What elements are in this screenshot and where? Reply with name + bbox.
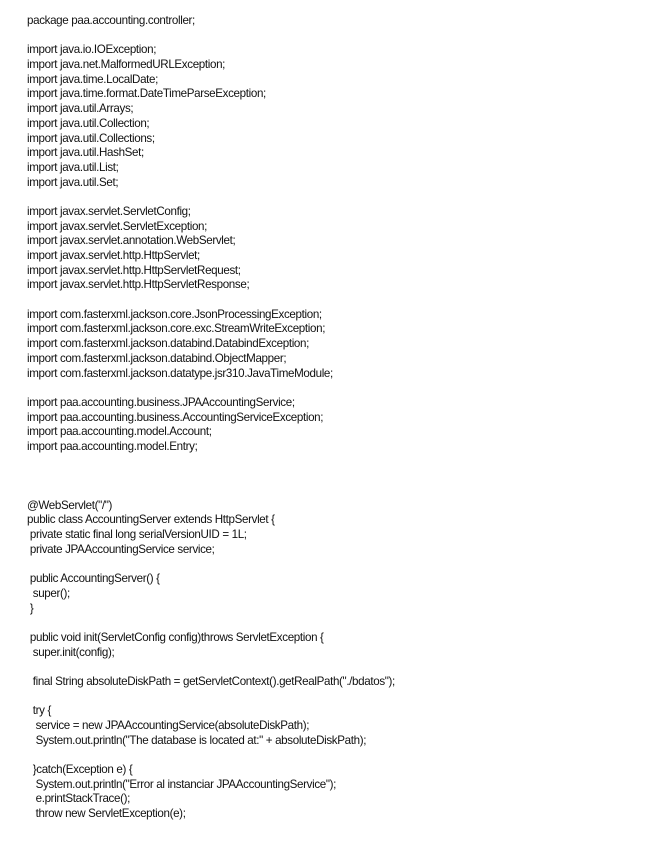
code-line: import com.fasterxml.jackson.datatype.jsr310.JavaTimeModule; — [27, 366, 333, 380]
blank-line — [27, 660, 647, 675]
code-line: public class AccountingServer extends HttpServlet { — [27, 513, 275, 527]
code-line: import javax.servlet.ServletConfig; — [27, 204, 191, 218]
blank-line — [27, 190, 647, 205]
code-line: import java.time.LocalDate; — [27, 72, 159, 86]
blank-line — [27, 293, 647, 308]
code-line: import java.time.format.DateTimeParseException; — [27, 87, 266, 101]
blank-line — [27, 484, 647, 499]
code-line: import java.util.Arrays; — [27, 102, 134, 116]
code-line: import paa.accounting.model.Entry; — [27, 439, 198, 453]
code-line: import javax.servlet.annotation.WebServlet; — [27, 234, 236, 248]
code-line: import javax.servlet.http.HttpServletResponse; — [27, 278, 250, 292]
code-line: import java.util.Set; — [27, 175, 119, 189]
code-line: e.printStackTrace(); — [27, 792, 130, 806]
code-line: } — [27, 601, 34, 615]
code-line: import paa.accounting.business.JPAAccountingService; — [27, 395, 295, 409]
code-line: import paa.accounting.business.AccountingServiceException; — [27, 410, 324, 424]
code-line: import java.util.Collections; — [27, 131, 155, 145]
code-line: import javax.servlet.ServletException; — [27, 219, 208, 233]
code-line: throw new ServletException(e); — [27, 807, 186, 821]
code-line: package paa.accounting.controller; — [27, 14, 195, 27]
code-line: import com.fasterxml.jackson.databind.ObjectMapper; — [27, 351, 287, 365]
blank-line — [27, 557, 647, 572]
blank-line — [27, 616, 647, 631]
code-line: import java.net.MalformedURLException; — [27, 58, 226, 72]
code-line: private static final long serialVersionUID = 1L; — [27, 528, 247, 542]
code-line: import java.io.IOException; — [27, 43, 157, 57]
code-line: import paa.accounting.model.Account; — [27, 425, 212, 439]
code-line: super.init(config); — [27, 645, 115, 659]
code-line: import java.util.Collection; — [27, 116, 150, 130]
blank-line — [27, 748, 647, 763]
code-line: service = new JPAAccountingService(absoluteDiskPath); — [27, 719, 310, 732]
code-line: import javax.servlet.http.HttpServlet; — [27, 249, 200, 262]
code-line: System.out.println("Error al instanciar JPAAccountingService"); — [27, 777, 337, 791]
code-line: try { — [27, 704, 51, 718]
code-line: import java.util.List; — [27, 160, 119, 174]
code-line: final String absoluteDiskPath = getServletContext().getRealPath("./bdatos"); — [27, 674, 395, 688]
blank-line — [27, 381, 647, 396]
code-line: public AccountingServer() { — [27, 572, 160, 586]
blank-line — [27, 690, 647, 705]
code-line: import javax.servlet.http.HttpServletRequest; — [27, 263, 241, 277]
blank-line — [27, 455, 647, 470]
blank-line — [27, 29, 647, 44]
code-line: import com.fasterxml.jackson.databind.DatabindException; — [27, 337, 309, 351]
code-line: import java.util.HashSet; — [27, 146, 144, 160]
code-line: private JPAAccountingService service; — [27, 542, 215, 556]
code-line: import com.fasterxml.jackson.core.JsonProcessingException; — [27, 307, 322, 321]
code-line: @WebServlet("/") — [27, 498, 113, 512]
blank-line — [27, 469, 647, 484]
code-line: System.out.println("The database is located at:" + absoluteDiskPath); — [27, 733, 367, 747]
code-document — [27, 14, 647, 822]
code-line: super(); — [27, 586, 70, 600]
code-line: }catch(Exception e) { — [27, 763, 133, 777]
code-line: import com.fasterxml.jackson.core.exc.StreamWriteException; — [27, 322, 326, 336]
code-line: public void init(ServletConfig config)throws ServletException { — [27, 630, 324, 644]
